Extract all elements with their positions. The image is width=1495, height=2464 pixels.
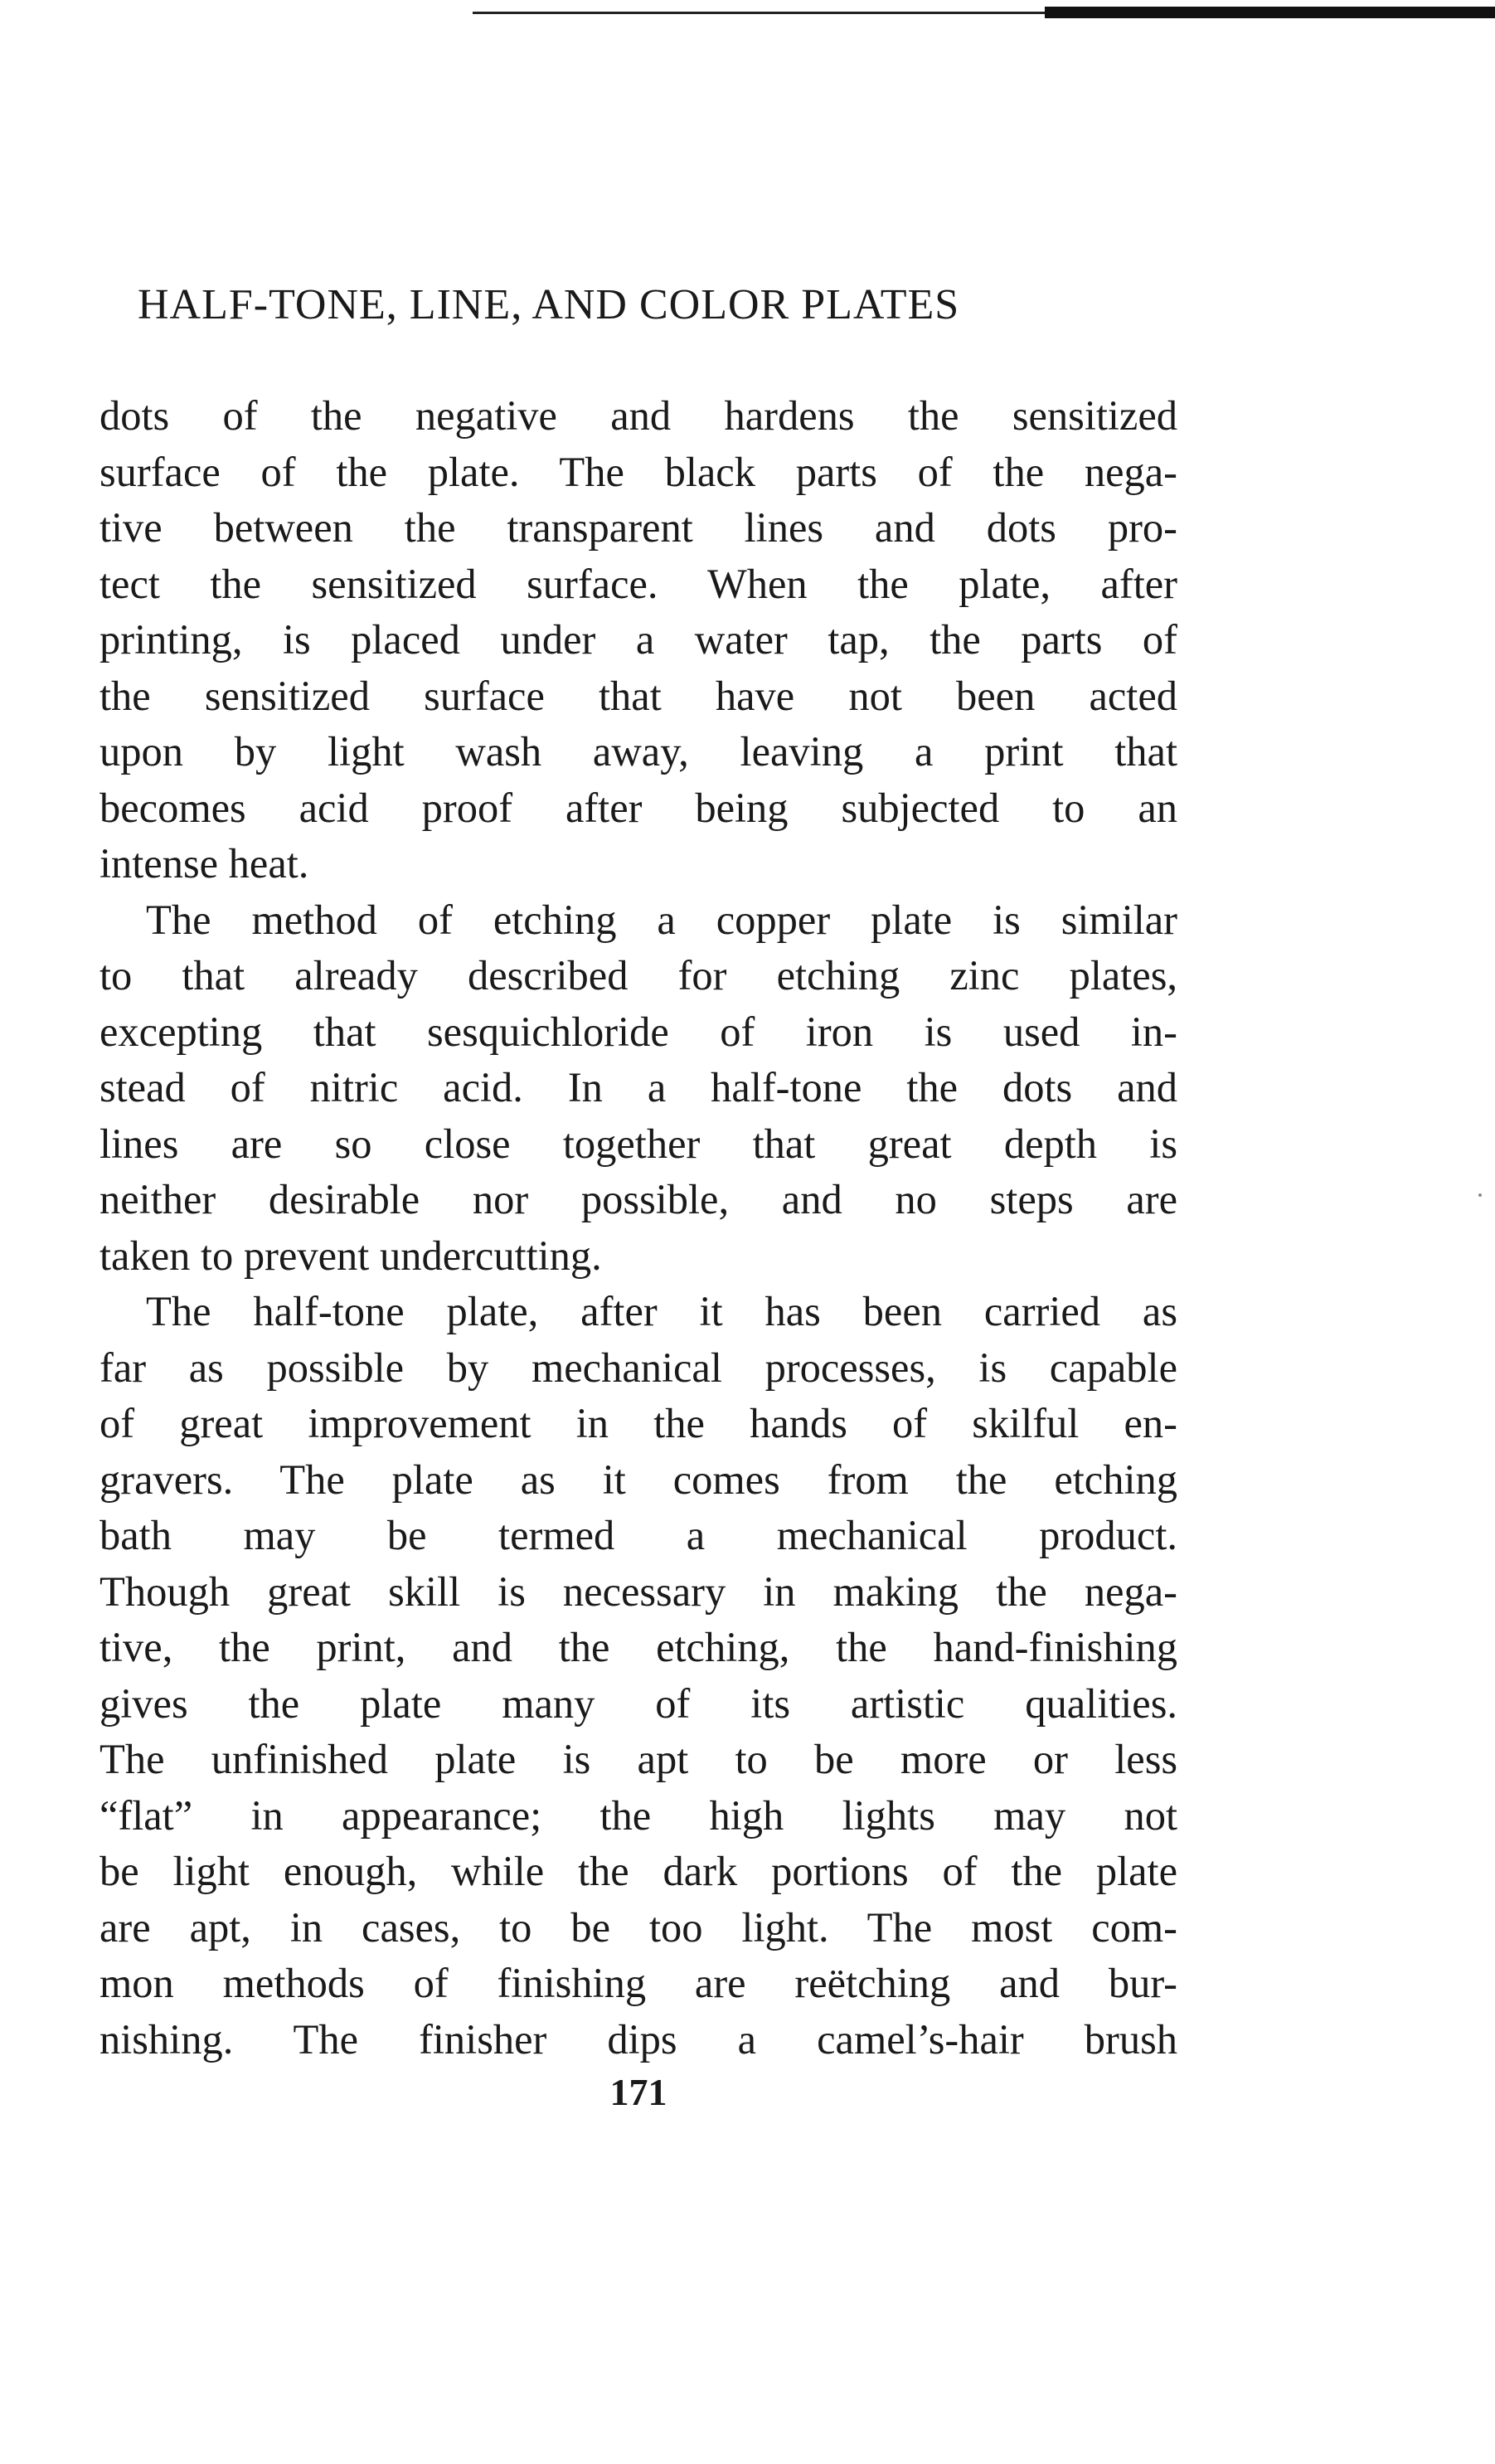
text-line: neither desirable nor possible, and no steps are: [100, 1176, 1177, 1222]
text-line: to that already described for etching zinc plates,: [100, 952, 1177, 999]
text-line: tive, the print, and the etching, the hand-finishing: [100, 1624, 1177, 1670]
text-line: surface of the plate. The black parts of the nega-: [100, 448, 1177, 495]
top-rule-heavy: [1045, 7, 1495, 18]
margin-speck: [1478, 1193, 1482, 1197]
text-line: The unfinished plate is apt to be more or less: [100, 1736, 1177, 1782]
text-line: excepting that sesquichloride of iron is used in-: [100, 1008, 1177, 1055]
text-line: gives the plate many of its artistic qualities.: [100, 1679, 1177, 1727]
text-line: tive between the transparent lines and dots pro-: [100, 504, 1177, 551]
text-line: printing, is placed under a water tap, the parts of: [100, 616, 1177, 663]
text-line: taken to prevent undercutting.: [100, 1232, 602, 1279]
text-line: upon by light wash away, leaving a print that: [100, 728, 1177, 775]
body-text: [100, 388, 1177, 2068]
text-line: tect the sensitized surface. When the plate, after: [100, 560, 1177, 607]
text-line: Though great skill is necessary in making the nega-: [100, 1567, 1177, 1615]
text-line: lines are so close together that great depth is: [100, 1120, 1177, 1167]
text-line: nishing. The finisher dips a camel’s-hair brush: [100, 2015, 1177, 2063]
text-line: far as possible by mechanical processes, is capable: [100, 1344, 1177, 1391]
text-line: be light enough, while the dark portions of the plate: [100, 1848, 1177, 1894]
text-line: The method of etching a copper plate is similar: [146, 896, 1177, 943]
text-line: dots of the negative and hardens the sensitized: [100, 392, 1177, 439]
text-line: The half-tone plate, after it has been carried as: [146, 1288, 1177, 1334]
running-head: HALF-TONE, LINE, AND COLOR PLATES: [138, 281, 960, 328]
text-line: are apt, in cases, to be too light. The most com-: [100, 1903, 1177, 1951]
text-line: becomes acid proof after being subjected to an: [100, 784, 1177, 831]
page-number: 171: [609, 2071, 667, 2113]
text-line: bath may be termed a mechanical product.: [100, 1512, 1177, 1558]
text-line: of great improvement in the hands of skilful en-: [100, 1400, 1177, 1446]
text-line: the sensitized surface that have not been acted: [100, 672, 1177, 719]
text-line: intense heat.: [100, 840, 309, 887]
text-line: mon methods of finishing are reëtching and bur-: [100, 1960, 1177, 2006]
text-line: stead of nitric acid. In a half-tone the dots and: [100, 1064, 1177, 1111]
text-line: “flat” in appearance; the high lights may not: [100, 1791, 1177, 1839]
text-line: gravers. The plate as it comes from the etching: [100, 1456, 1177, 1503]
